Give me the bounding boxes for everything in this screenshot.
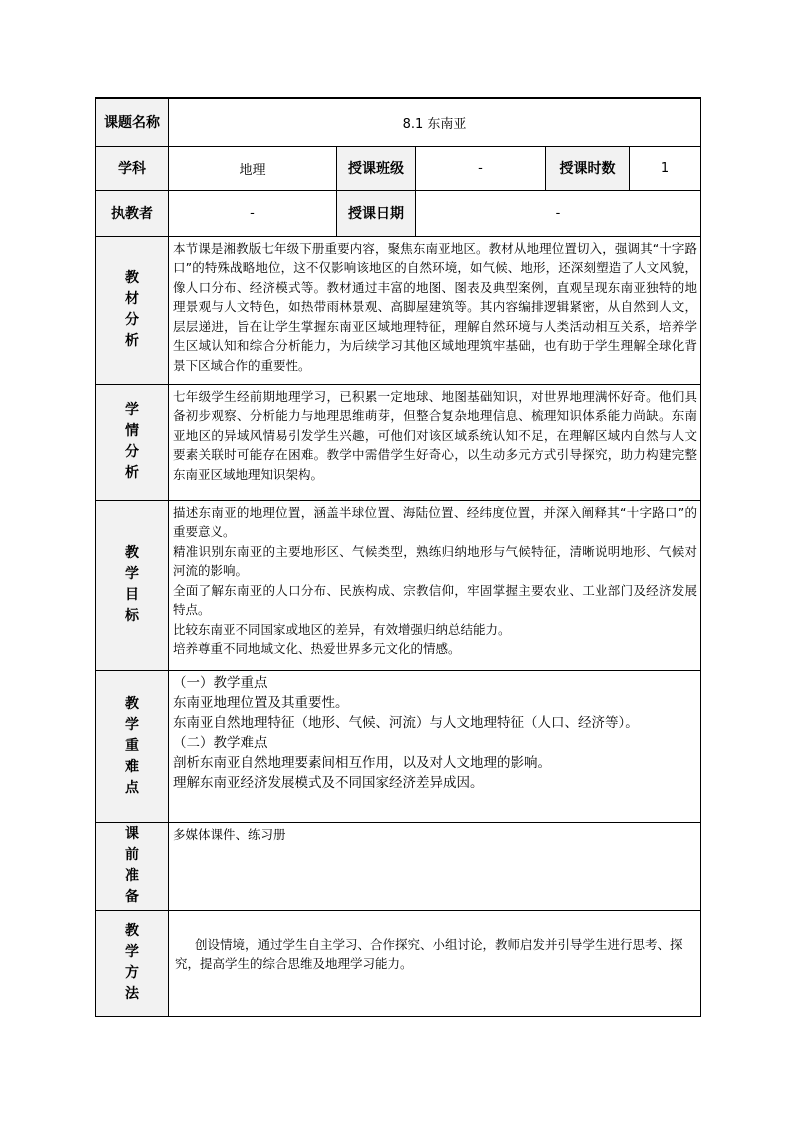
difficulty-item: 剖析东南亚自然地理要素间相互作用，以及对人文地理的影响。 <box>173 754 551 771</box>
student-analysis-label: 学 情 分 析 <box>96 384 169 500</box>
student-analysis-text: 七年级学生经前期地理学习，已积累一定地球、地图基础知识，对世界地理满怀好奇。他们具备初步观察、分析能力与地理思维萌芽，但整合复杂地理信息、梳理知识体系能力尚缺。东南亚地区的异域风情易引发学生兴趣，可他们对该区域系统认知不足，在理解区域内自然与人文要素关联时可能存在困难。教学中需借学生好奇心，以生动多元方式引导探究，助力构建完整东南亚区域地理知识架构。 <box>169 384 701 500</box>
difficulty-title: （二）教学难点 <box>173 734 268 751</box>
focus-item: 东南亚地理位置及其重要性。 <box>173 694 349 711</box>
teacher-value: - <box>169 190 337 236</box>
key-points-row <box>96 670 701 822</box>
hours-label: 授课时数 <box>546 146 630 190</box>
preparation-label: 课 前 准 备 <box>96 822 169 910</box>
teaching-goals-row <box>96 500 701 670</box>
goal-item: 精准识别东南亚的主要地形区、气候类型，熟练归纳地形与气候特征，清晰说明地形、气候对河流的影响。 <box>173 543 698 578</box>
textbook-analysis-label: 教 材 分 析 <box>96 236 169 384</box>
date-value: - <box>416 190 701 236</box>
hours-value: 1 <box>630 146 701 190</box>
teaching-method-label: 教 学 方 法 <box>96 910 169 1016</box>
subject-row <box>96 146 701 190</box>
key-points-content <box>169 670 701 822</box>
teaching-method-row <box>96 910 701 1016</box>
goal-item: 描述东南亚的地理位置，涵盖半球位置、海陆位置、经纬度位置，并深入阐释其“十字路口”的重要意义。 <box>173 504 698 539</box>
focus-item: 东南亚自然地理特征（地形、气候、河流）与人文地理特征（人口、经济等）。 <box>173 714 639 731</box>
difficulty-item: 理解东南亚经济发展模式及不同国家经济差异成因。 <box>173 774 484 791</box>
goal-item: 培养尊重不同地域文化、热爱世界多元文化的情感。 <box>173 641 461 656</box>
preparation-text: 多媒体课件、练习册 <box>169 822 701 910</box>
preparation-row <box>96 822 701 910</box>
teaching-goals-label: 教 学 目 标 <box>96 500 169 670</box>
goal-item: 比较东南亚不同国家或地区的差异，有效增强归纳总结能力。 <box>173 621 511 637</box>
subject-label: 学科 <box>96 146 169 190</box>
topic-label: 课题名称 <box>96 98 169 146</box>
subject-value: 地理 <box>169 146 337 190</box>
date-label: 授课日期 <box>337 190 416 236</box>
textbook-analysis-text: 本节课是湘教版七年级下册重要内容，聚焦东南亚地区。教材从地理位置切入，强调其“十字路口”的特殊战略地位，这不仅影响该地区的自然环境，如气候、地形，还深刻塑造了人文风貌，像人口分布、经济模式等。教材通过丰富的地图、图表及典型案例，直观呈现东南亚独特的地理景观与人文特色，如热带雨林景观、高脚屋建筑等。其内容编排逻辑紧密，从自然到人文，层层递进，旨在让学生掌握东南亚区域地理特征，理解自然环境与人类活动相互关系，培养学生区域认知和综合分析能力，为后续学习其他区域地理筑牢基础，也有助于学生理解全球化背景下区域合作的重要性。 <box>169 236 701 384</box>
teacher-label: 执教者 <box>96 190 169 236</box>
teaching-method-text: 创设情境，通过学生自主学习、合作探究、小组讨论，教师启发并引导学生进行思考、探究，提高学生的综合思维及地理学习能力。 <box>169 910 701 1016</box>
teacher-row <box>96 190 701 236</box>
lesson-plan-table <box>95 97 701 1017</box>
teaching-goals-list <box>169 500 701 670</box>
topic-row <box>96 98 701 146</box>
topic-value: 8.1 东南亚 <box>169 98 701 146</box>
class-value: - <box>416 146 546 190</box>
textbook-analysis-row <box>96 236 701 384</box>
goal-item: 全面了解东南亚的人口分布、民族构成、宗教信仰，牢固掌握主要农业、工业部门及经济发展特点。 <box>173 582 698 617</box>
key-points-label: 教 学 重 难 点 <box>96 670 169 822</box>
class-label: 授课班级 <box>337 146 416 190</box>
focus-title: （一）教学重点 <box>173 674 268 691</box>
student-analysis-row <box>96 384 701 500</box>
